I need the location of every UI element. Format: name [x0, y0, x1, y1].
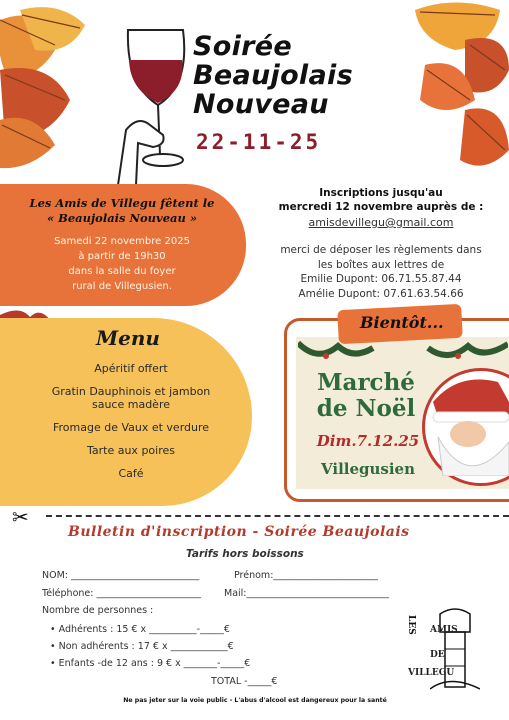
- event-title: [193, 32, 433, 119]
- christmas-market-village: Villegusien: [321, 460, 415, 478]
- market-title-line-2: de Noël: [316, 395, 416, 422]
- deadline-line-2: mercredi 12 novembre auprès de :: [278, 201, 484, 213]
- registration-deadline: [258, 186, 504, 214]
- members-price-field[interactable]: • Adhérents : 15 € x __________-_____€: [50, 624, 230, 635]
- santa-icon: [428, 372, 509, 476]
- water-tower-logo-icon: [430, 604, 480, 692]
- mail-field[interactable]: Mail:______________________________: [224, 588, 389, 599]
- instructions-line-1: merci de déposer les règlements dans: [280, 244, 482, 256]
- contact-1: Emilie Dupont: 06.71.55.87.44: [300, 273, 462, 285]
- amis-heading-line-2: « Beaujolais Nouveau »: [46, 211, 198, 225]
- event-details: [24, 234, 220, 294]
- instructions-line-2: les boîtes aux lettres de: [317, 258, 445, 271]
- event-details-line-2: à partir de 19h30: [78, 251, 166, 262]
- menu-list: [26, 362, 236, 490]
- menu-item: Gratin Dauphinois et jambon: [51, 385, 211, 398]
- logo-line-1: LES: [406, 615, 416, 635]
- footer-disclaimer: Ne pas jeter sur la voie public - L'abus d'alcool est dangereux pour la santé: [123, 697, 387, 704]
- contact-2: Amélie Dupont: 07.61.63.54.66: [298, 287, 464, 300]
- event-details-line-4: rural de Villegusien.: [72, 281, 172, 292]
- registration-form-title: Bulletin d'inscription - Soirée Beaujolais: [68, 524, 410, 540]
- logo-line-3: DE: [430, 650, 445, 660]
- phone-field[interactable]: Téléphone: ______________________: [42, 588, 201, 599]
- total-field[interactable]: TOTAL -_____€: [211, 676, 278, 687]
- menu-item: Tarte aux poires: [86, 444, 175, 457]
- people-count-label: Nombre de personnes :: [42, 605, 154, 616]
- soon-label: Bientôt...: [360, 313, 444, 332]
- pricing-note: Tarifs hors boissons: [186, 548, 304, 560]
- logo-line-4: VILLEGU: [408, 668, 455, 678]
- event-date: 22-11-25: [196, 130, 322, 154]
- deadline-line-1: Inscriptions jusqu'au: [319, 187, 443, 199]
- scissors-icon: ✂: [12, 505, 29, 529]
- title-line-1: Soirée: [193, 31, 292, 62]
- christmas-market-date: Dim.7.12.25: [316, 432, 420, 450]
- holly-branch-icon: [298, 338, 508, 368]
- name-field[interactable]: NOM: ___________________________: [42, 570, 200, 581]
- children-price-field[interactable]: • Enfants -de 12 ans : 9 € x _______-_____€: [50, 658, 251, 669]
- logo-line-2: AMIS: [430, 625, 458, 635]
- first-name-field[interactable]: Prénom:______________________: [234, 570, 378, 581]
- menu-item: sauce madère: [91, 398, 170, 411]
- cut-line: [46, 515, 509, 517]
- market-title-line-1: Marché: [317, 369, 415, 396]
- amis-heading-line-1: Les Amis de Villegu fêtent le: [29, 196, 215, 210]
- title-line-2: Beaujolais: [193, 60, 353, 91]
- title-line-3: Nouveau: [193, 89, 329, 120]
- autumn-leaves-top-left: [0, 0, 110, 175]
- non-members-price-field[interactable]: • Non adhérents : 17 € x ____________€: [50, 641, 234, 652]
- menu-title: Menu: [96, 326, 160, 350]
- wine-glass-illustration: [108, 25, 198, 185]
- event-details-line-3: dans la salle du foyer: [68, 266, 176, 277]
- menu-item: Apéritif offert: [94, 362, 168, 375]
- menu-item: Café: [118, 467, 144, 480]
- payment-instructions: [258, 243, 504, 301]
- menu-item: Fromage de Vaux et verdure: [52, 421, 210, 434]
- contact-email-link[interactable]: amisdevillegu@gmail.com: [308, 216, 454, 229]
- christmas-market-title: [300, 370, 432, 422]
- amis-heading: [6, 196, 238, 226]
- event-details-line-1: Samedi 22 novembre 2025: [54, 236, 190, 247]
